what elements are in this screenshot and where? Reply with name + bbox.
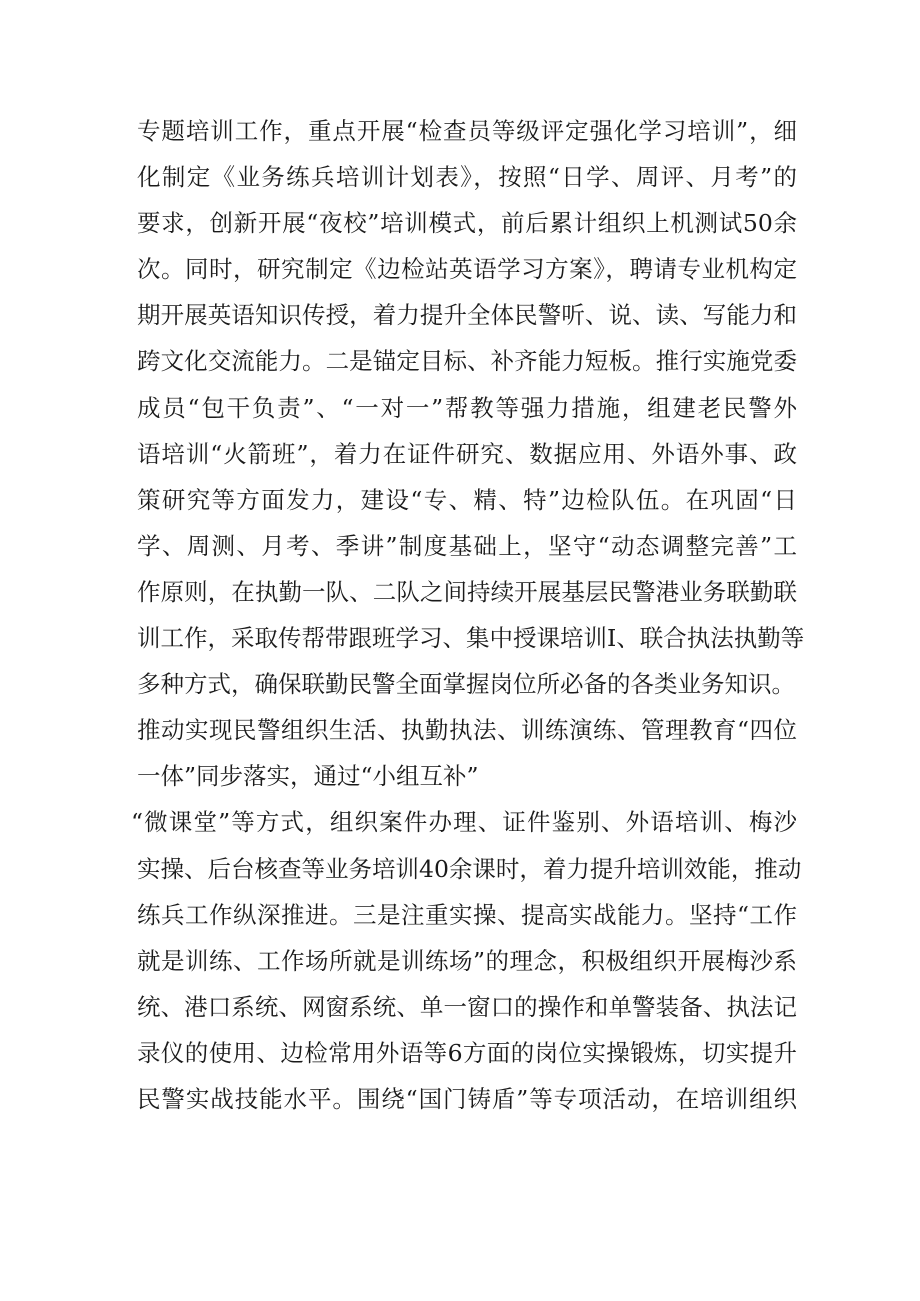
text-line: 期开展英语知识传授，着力提升全体民警听、说、读、写能力和 xyxy=(137,301,797,330)
text-line: 统、港口系统、网窗系统、单一窗口的操作和单警装备、执法记 xyxy=(137,992,797,1021)
text-line: 录仪的使用、边检常用外语等6方面的岗位实操锻炼，切实提升 xyxy=(137,1038,797,1067)
text-line: 要求，创新开展“夜校”培训模式，前后累计组织上机测试50余 xyxy=(137,209,797,238)
text-line: 训工作，采取传帮带跟班学习、集中授课培训I、联合执法执勤等 xyxy=(137,624,805,653)
text-line: 推动实现民警组织生活、执勤执法、训练演练、管理教育“四位 xyxy=(137,716,797,745)
text-line: “微课堂”等方式，组织案件办理、证件鉴别、外语培训、梅沙 xyxy=(131,808,797,837)
text-line: 练兵工作纵深推进。三是注重实操、提高实战能力。坚持“工作 xyxy=(137,900,797,929)
text-line: 语培训“火箭班”，着力在证件研究、数据应用、外语外事、政 xyxy=(137,439,797,468)
text-line: 跨文化交流能力。二是锚定目标、补齐能力短板。推行实施党委 xyxy=(137,347,797,376)
text-line: 策研究等方面发力，建设“专、精、特”边检队伍。在巩固“日 xyxy=(137,485,797,514)
body-text xyxy=(131,108,805,1122)
text-line: 作原则，在执勤一队、二队之间持续开展基层民警港业务联勤联 xyxy=(137,577,797,606)
text-line: 成员“包干负责”、“一对一”帮教等强力措施，组建老民警外 xyxy=(137,393,797,422)
text-line: 民警实战技能水平。围绕“国门铸盾”等专项活动，在培训组织 xyxy=(137,1084,797,1113)
text-line: 专题培训工作，重点开展“检查员等级评定强化学习培训”，细 xyxy=(137,117,797,145)
text-line: 学、周测、月考、季讲”制度基础上，坚守“动态调整完善”工 xyxy=(137,531,797,560)
text-line: 次。同时，研究制定《边检站英语学习方案》，聘请专业机构定 xyxy=(137,255,797,284)
text-line: 一体”同步落实，通过“小组互补” xyxy=(137,762,479,791)
text-line: 多种方式，确保联勤民警全面掌握岗位所必备的各类业务知识。 xyxy=(137,670,795,699)
text-line: 就是训练、工作场所就是训练场”的理念，积极组织开展梅沙系 xyxy=(137,946,797,975)
text-line: 实操、后台核查等业务培训40余课时，着力提升培训效能，推动 xyxy=(137,854,802,883)
text-line: 化制定《业务练兵培训计划表》，按照“日学、周评、月考”的 xyxy=(137,163,797,192)
